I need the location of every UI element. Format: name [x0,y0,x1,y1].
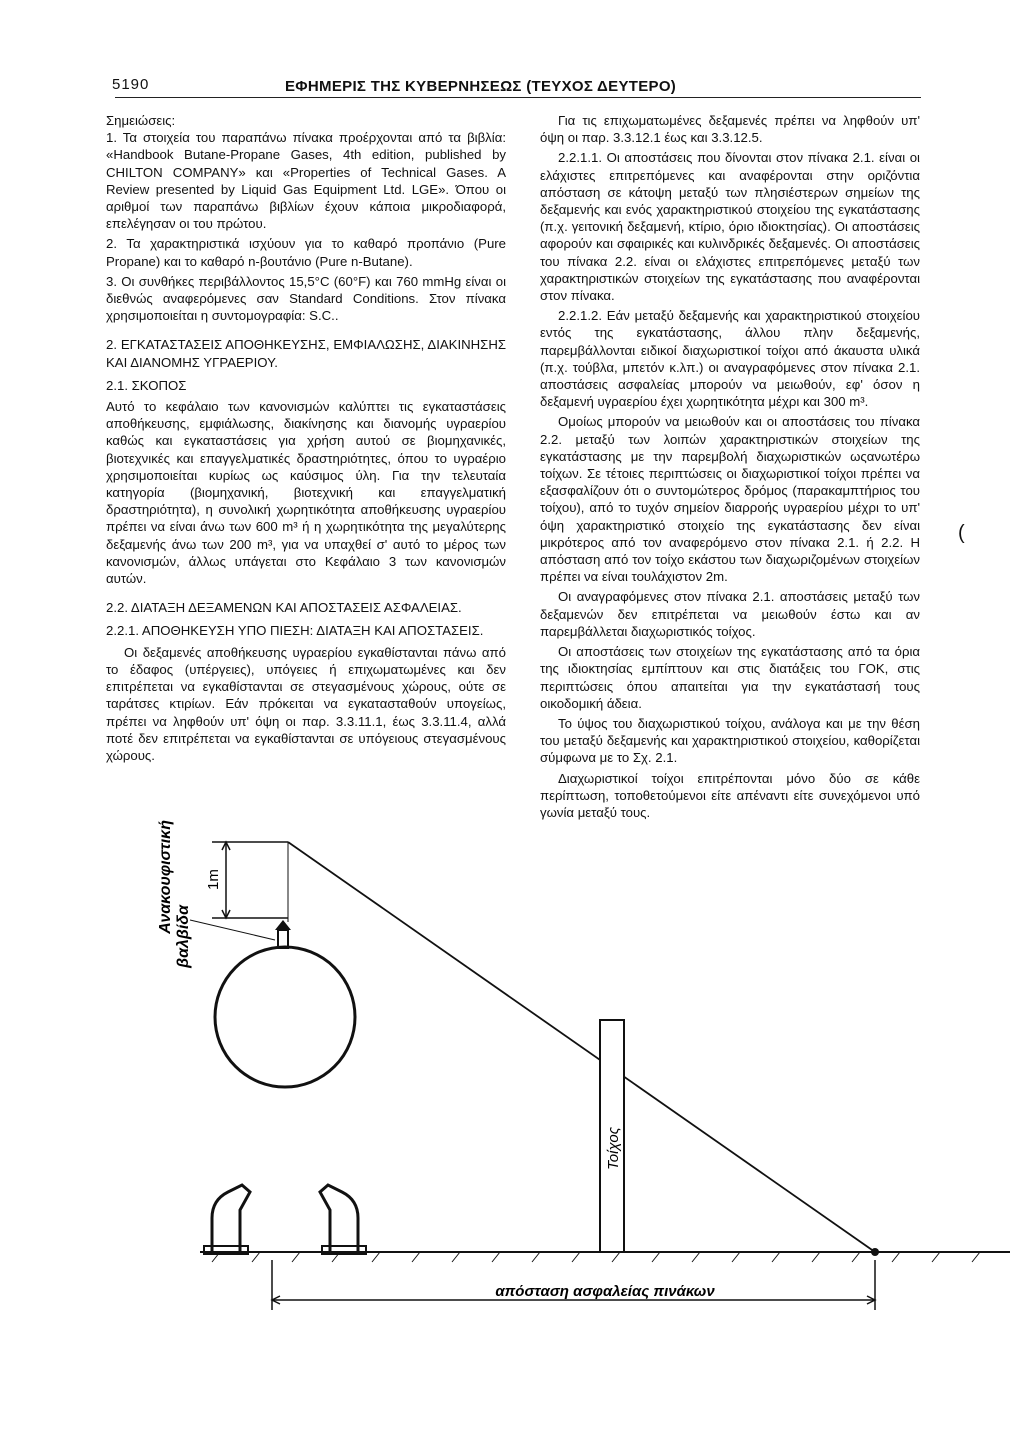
tank-support-right [320,1185,358,1252]
paragraph-2-2-1-2: 2.2.1.2. Εάν μεταξύ δεξαμενής και χαρακτηριστικού στοιχείου εντός της εγκατάστασης, άλλου πλην δεξαμενής, παρεμβάλλονται ειδικοί διαχωριστικοί τοίχοι από άκαυστα υλικά (π.χ. τούβλα, μπετόν κ.λπ.) οι αναγραφόμενες στον πίνακα 2.1. αποστάσεις ασφαλείας μπορούν να μειωθούν, εφ' όσον η δεξαμενή υγραερίου έχει χωρητικότητα μέχρι και 300 m³. [540,308,920,410]
paragraph-ypsos-toichou: Το ύψος του διαχωριστικού τοίχου, ανάλογα και με την θέση του μεταξύ δεξαμενής και χαρακτηριστικού στοιχείου, καθορίζεται σύμφωνα με το Σχ. 2.1. [540,715,920,766]
valve-label-line-2: βαλβίδα [175,905,192,968]
note-2: 2. Τα χαρακτηριστικά ισχύουν για το καθαρό προπάνιο (Pure Propane) και το καθαρό n-βουτάνιο (Pure n-Butane). [106,236,506,269]
paragraph-epichomatomenes: Για τις επιχωματωμένες δεξαμενές πρέπει να ληφθούν υπ' όψη οι παρ. 3.3.12.1 έως και 3.3.12.5. [540,113,920,146]
paragraph-anagrafomenes: Οι αναγραφόμενες στον πίνακα 2.1. αποστάσεις μεταξύ των δεξαμενών δεν επιτρέπεται να μειωθούν έστω και αν παρεμβάλλεται διαχωριστικός τοίχος. [540,589,920,639]
section-2-heading: 2. ΕΓΚΑΤΑΣΤΑΣΕΙΣ ΑΠΟΘΗΚΕΥΣΗΣ, ΕΜΦΙΑΛΩΣΗΣ, ΔΙΑΚΙΝΗΣΗΣ ΚΑΙ ΔΙΑΝΟΜΗΣ ΥΓΡΑΕΡΙΟΥ. [106,337,506,370]
margin-mark: ( [958,522,965,544]
note-1: 1. Τα στοιχεία του παραπάνω πίνακα προέρχονται από τα βιβλία: «Handbook Butane-Propane Gases, 4th edition, published by CHILTON COMPANY» και «Properties of Technical Gases. A Review presented by Liquid Gas Equipment Ltd. LGE». Όπου οι αριθμοί των παραπάνω βιβλίων έχουν κάποια μικροδιαφορά, επελέγησαν οι του πρώτου. [106,130,506,232]
section-2-2-1-text: Οι δεξαμενές αποθήκευσης υγραερίου εγκαθίστανται πάνω από το έδαφος (υπέργειες), υπόγειες ή επιχωματωμένες και δεν επιτρέπεται να εγκαθίστανται σε στεγασμένους χώρους, ούτε σε ταράτσες κτιρίων. Εάν πρόκειται να εγκατασταθούν υπογείως, πρέπει να ληφθούν υπ' όψη οι παρ. 3.3.11.1, έως 3.3.11.4, αλλά ποτέ δεν επιτρέπεται να εγκαθίστανται σε υπόγειους στεγασμένους χώρους. [106,644,506,763]
paragraph-diachoristikoi-toichoi: Διαχωριστικοί τοίχοι επιτρέπονται μόνο δύο σε κάθε περίπτωση, τοποθετούμενοι είτε απέναντι είτε συνεχόμενοι υπό γωνία μεταξύ τους. [540,770,920,820]
section-2-1-text: Αυτό το κεφάλαιο των κανονισμών καλύπτει τις εγκαταστάσεις αποθήκευσης, εμφιάλωσης, διακίνησης και διανομής υγραερίου καθώς και εγκαταστάσεις για χρήση αυτού σε βιομηχανικές, βιοτεχνικές και επαγγελματικές δραστηριότητες, όπου το υγραέριο χρησιμοποιείται κυρίως ως καύσιμος ύλη. Για την τελευταία κατηγορία (βιομηχανική, βιοτεχνική και επαγγελματική δραστηριότητα), η συνολική χωρητικότητα αποθήκευσης υγραερίου πρέπει να είναι άνω των 600 m³ ή η χωρητικότητα της μεγαλύτερης δεξαμενής άνω των 200 m³, για να υπαχθεί σ' αυτό το μέρος των κανονισμών, άλλως υπάγεται στο Κεφάλαιο 3 των κανονισμών αυτών. [106,399,506,587]
paragraph-apostaseis-orion: Οι αποστάσεις των στοιχείων της εγκατάστασης από τα όρια της ιδιοκτησίας εμπίπτουν και στις διατάξεις του ΓΟΚ, στις περιπτώσεις όπου απαιτείται για την εγκατάστασή τους οικοδομική άδεια. [540,644,920,711]
paragraph-omoios: Ομοίως μπορούν να μειωθούν και οι αποστάσεις του πίνακα 2.2. μεταξύ των λοιπών χαρακτηριστικών στοιχείων της εγκατάστασης με την παρεμβολή διαχωριστικών ωςανωτέρω τοίχων. Σε τέτοιες περιπτώσεις οι διαχωριστικοί τοίχοι πρέπει να εξασφαλίζουν ότι ο συντομώτερος δρόμος (παρακαμπτήριος του τοίχου), από το τυχόν σημείον διαρροής υγραερίου μέχρι το υπ' όψη χαρακτηριστικό στοιχείο της εγκατάστασης δεν είναι μικρότερος από τον αναφερόμενο στον πίνακα 2.1. ή 2.2. Η απόσταση από τον τοίχο εκάστου των διαχωριζομένων στοιχείων πρέπει να είναι τουλάχιστον 2m. [540,414,920,585]
storage-tank [215,947,355,1087]
valve-label-line-1: Ανακουφιστική [157,820,174,934]
notes-label: Σημειώσεις: [106,113,176,128]
tank-support-left [212,1185,250,1252]
page-title: ΕΦΗΜΕΡΙΣ ΤΗΣ ΚΥΒΕΡΝΗΣΕΩΣ (ΤΕΥΧΟΣ ΔΕΥΤΕΡΟ) [285,78,677,95]
relief-valve-pointer [190,920,275,940]
safety-slope-line [288,842,875,1252]
relief-valve-stem [278,930,288,948]
figure-2-1-diagram [100,700,1020,1440]
section-2-2-heading: 2.2. ΔΙΑΤΑΞΗ ΔΕΞΑΜΕΝΩΝ ΚΑΙ ΑΠΟΣΤΑΣΕΙΣ ΑΣΦΑΛΕΙΑΣ. [106,600,462,616]
section-2-1-heading: 2.1. ΣΚΟΠΟΣ [106,377,187,393]
section-2-2-1-heading: 2.2.1. ΑΠΟΘΗΚΕΥΣΗ ΥΠΟ ΠΙΕΣΗ: ΔΙΑΤΑΞΗ ΚΑΙ ΑΠΟΣΤΑΣΕΙΣ. [106,623,484,639]
paragraph-2-2-1-1: 2.2.1.1. Οι αποστάσεις που δίνονται στον πίνακα 2.1. είναι οι ελάχιστες επιτρεπόμενες και αναφέρονται στην οριζόντια απόσταση σε κάτοψη μεταξύ των πλησιέστερων σημείων της δεξαμενής και ενός χαρακτηριστικού στοιχείου της εγκατάστασης (π.χ. γειτονική δεξαμενή, κτίριο, όριο ιδιοκτησίας). Οι αποστάσεις αφορούν και σφαιρικές και κυλινδρικές δεξαμενές. Οι αποστάσεις του πίνακα 2.2. είναι οι ελάχιστες επιτρεπόμενες μεταξύ των χαρακτηριστικών στοιχείων της εγκατάστασης που αναφέρονται στον πίνακα. [540,150,920,304]
note-3: 3. Οι συνθήκες περιβάλλοντος 15,5°C (60°F) και 760 mmHg είναι οι διεθνώς αναφερόμενες σαν Standard Conditions. Στον πίνακα χρησιμοποιείται η συντομογραφία: S.C.. [106,273,506,324]
height-label: 1m [205,869,222,890]
header-rule [115,97,921,98]
characteristic-point [871,1248,879,1256]
wall-label: Τοίχος [605,1126,622,1170]
distance-label: απόσταση ασφαλείας πινάκων [495,1283,715,1300]
left-column [106,112,506,767]
relief-valve-head [275,920,291,930]
page-number: 5190 [112,76,150,93]
